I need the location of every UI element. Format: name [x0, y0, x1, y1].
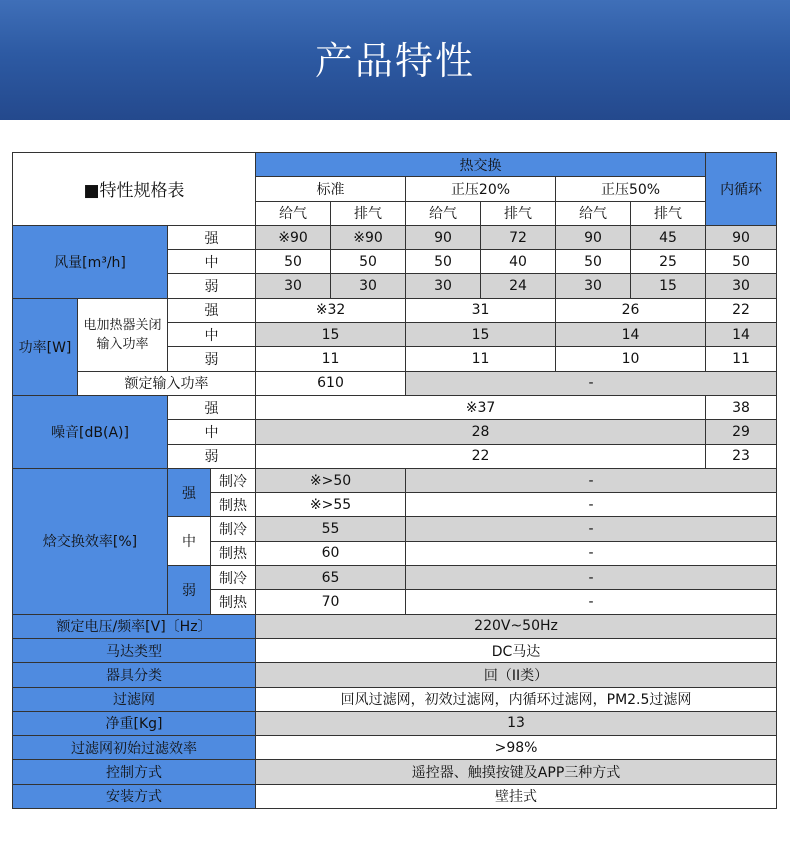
exhaust-label: 排气: [331, 201, 406, 225]
table-cell: 15: [256, 323, 406, 347]
page-title: 产品特性: [314, 39, 475, 83]
spec-label-filter-efficiency: 过滤网初始过滤效率: [13, 736, 256, 760]
level-strong: 强: [168, 468, 211, 517]
table-cell: -: [406, 517, 777, 541]
table-cell: 70: [256, 590, 406, 614]
spec-value-motor: DC马达: [256, 638, 777, 662]
spec-label-weight: 净重[Kg]: [13, 711, 256, 735]
table-cell: 22: [256, 444, 706, 468]
power-sub-label: 电加热器关闭输入功率: [78, 298, 168, 371]
table-cell: 55: [256, 517, 406, 541]
spec-value-class: 回（II类）: [256, 663, 777, 687]
efficiency-label: 焓交换效率[%]: [13, 468, 168, 614]
table-cell: 50: [556, 250, 631, 274]
mode-positive-20: 正压20%: [406, 177, 556, 201]
table-cell: 30: [331, 274, 406, 298]
cooling-label: 制冷: [211, 566, 256, 590]
rated-power-label: 额定输入功率: [78, 371, 256, 395]
table-cell: 11: [256, 347, 406, 371]
table-cell: ※90: [256, 225, 331, 249]
table-cell: 29: [706, 420, 777, 444]
spec-label-control: 控制方式: [13, 760, 256, 784]
level-weak: 弱: [168, 566, 211, 615]
power-label: 功率[W]: [13, 298, 78, 395]
level-weak: 弱: [168, 347, 256, 371]
table-cell: -: [406, 468, 777, 492]
rated-power-dash: -: [406, 371, 777, 395]
spec-value-voltage: 220V~50Hz: [256, 614, 777, 638]
table-cell: 14: [706, 323, 777, 347]
spec-value-control: 遥控器、触摸按键及APP三种方式: [256, 760, 777, 784]
level-weak: 弱: [168, 274, 256, 298]
table-cell: ※37: [256, 395, 706, 419]
airflow-label: 风量[m³/h]: [13, 225, 168, 298]
table-cell: 30: [556, 274, 631, 298]
spec-table: [12, 152, 777, 809]
table-cell: 30: [256, 274, 331, 298]
table-cell: 15: [406, 323, 556, 347]
level-strong: 强: [168, 395, 256, 419]
table-cell: ※32: [256, 298, 406, 322]
table-cell: 40: [481, 250, 556, 274]
level-medium: 中: [168, 250, 256, 274]
heating-label: 制热: [211, 541, 256, 565]
level-weak: 弱: [168, 444, 256, 468]
table-cell: 30: [706, 274, 777, 298]
supply-label: 给气: [406, 201, 481, 225]
table-cell: 60: [256, 541, 406, 565]
table-cell: 10: [556, 347, 706, 371]
table-cell: 22: [706, 298, 777, 322]
spec-label-install: 安装方式: [13, 784, 256, 808]
table-cell: -: [406, 590, 777, 614]
mode-standard: 标准: [256, 177, 406, 201]
spec-table-wrapper: [12, 152, 777, 809]
noise-label: 噪音[dB(A)]: [13, 395, 168, 468]
spec-value-filter: 回风过滤网，初效过滤网，内循环过滤网，PM2.5过滤网: [256, 687, 777, 711]
table-cell: 24: [481, 274, 556, 298]
table-cell: 11: [706, 347, 777, 371]
heat-exchange-header: 热交换: [256, 153, 706, 177]
table-cell: 11: [406, 347, 556, 371]
table-cell: -: [406, 493, 777, 517]
table-cell: 30: [406, 274, 481, 298]
table-cell: 15: [631, 274, 706, 298]
inner-circulation-header: 内循环: [706, 153, 777, 226]
table-cell: -: [406, 566, 777, 590]
table-cell: ※>50: [256, 468, 406, 492]
table-cell: 65: [256, 566, 406, 590]
table-cell: 50: [256, 250, 331, 274]
table-cell: 45: [631, 225, 706, 249]
spec-label-class: 器具分类: [13, 663, 256, 687]
level-strong: 强: [168, 225, 256, 249]
table-cell: -: [406, 541, 777, 565]
spec-value-install: 壁挂式: [256, 784, 777, 808]
table-cell: 23: [706, 444, 777, 468]
spec-value-filter-efficiency: >98%: [256, 736, 777, 760]
cooling-label: 制冷: [211, 468, 256, 492]
spec-value-weight: 13: [256, 711, 777, 735]
table-cell: 90: [406, 225, 481, 249]
table-cell: ※>55: [256, 493, 406, 517]
level-medium: 中: [168, 323, 256, 347]
table-cell: 50: [331, 250, 406, 274]
table-cell: 50: [706, 250, 777, 274]
cooling-label: 制冷: [211, 517, 256, 541]
exhaust-label: 排气: [631, 201, 706, 225]
table-cell: 72: [481, 225, 556, 249]
table-cell: 38: [706, 395, 777, 419]
header-banner: [0, 0, 790, 120]
table-cell: 90: [706, 225, 777, 249]
rated-power-value: 610: [256, 371, 406, 395]
level-medium: 中: [168, 517, 211, 566]
spec-label-motor: 马达类型: [13, 638, 256, 662]
exhaust-label: 排气: [481, 201, 556, 225]
supply-label: 给气: [256, 201, 331, 225]
table-cell: 25: [631, 250, 706, 274]
spec-label-filter: 过滤网: [13, 687, 256, 711]
table-cell: 14: [556, 323, 706, 347]
heating-label: 制热: [211, 493, 256, 517]
level-medium: 中: [168, 420, 256, 444]
table-title: ■特性规格表: [13, 153, 256, 226]
table-cell: 50: [406, 250, 481, 274]
table-cell: 31: [406, 298, 556, 322]
level-strong: 强: [168, 298, 256, 322]
heating-label: 制热: [211, 590, 256, 614]
table-cell: 90: [556, 225, 631, 249]
mode-positive-50: 正压50%: [556, 177, 706, 201]
table-cell: 28: [256, 420, 706, 444]
supply-label: 给气: [556, 201, 631, 225]
table-cell: 26: [556, 298, 706, 322]
spec-label-voltage: 额定电压/频率[V]〔Hz〕: [13, 614, 256, 638]
table-cell: ※90: [331, 225, 406, 249]
